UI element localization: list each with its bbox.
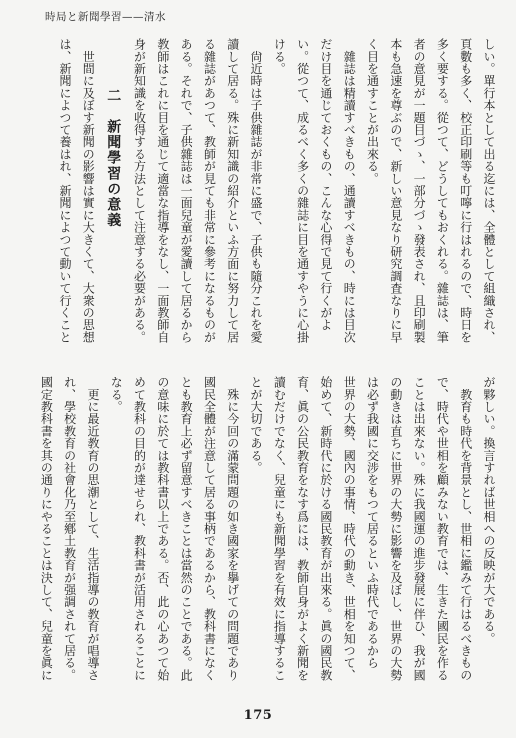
text-column: が夥しい。換言すれば世相への反映が大である。	[482, 376, 496, 645]
running-head: 時局と新聞學習——清水	[45, 11, 166, 23]
text-column: ある。それで、子供雜誌は一面兒童が愛讀して居るから	[179, 38, 194, 343]
text-column: 殊に今回の滿蒙問題の如き國家を擧げての問題であり	[225, 376, 240, 681]
text-column: 身が新知識を收得する方法として注意する必要がある。	[132, 38, 147, 343]
text-column: 教育も時代を背景とし、世相に鑑みて行はるべきもの	[458, 376, 473, 681]
text-column: い。從つて、成るべく多くの雜誌に目を通すやうに心掛	[295, 38, 310, 343]
text-column: しい。單行本として出る迄には、全體として組織され、	[482, 38, 496, 343]
text-column: 雜誌は精讀すべきもの、通讀すべきもの、時には目次	[342, 38, 357, 343]
lower-text-block	[34, 376, 500, 682]
text-column: 教師はこれに目を通じて適當な指導をなし、一面教師自	[155, 38, 170, 343]
section-heading: 二 新聞學習の意義	[105, 88, 122, 229]
text-column: なる。	[109, 376, 124, 413]
text-column: く目を通すことが出來る。	[365, 38, 380, 185]
text-column: とも教育上必ず留意すべきことは當然のことである。此	[179, 376, 194, 681]
upper-lines-before-heading	[127, 38, 500, 344]
text-column: る雜誌があつて、教師が見ても非常に參考になるものが	[202, 38, 217, 343]
text-column: めて教科の目的が達せられ、教科書が活用されることに	[132, 376, 147, 681]
text-column: 更に最近教育の思潮として、生活指導の教育が唱導さ	[85, 376, 100, 681]
text-column: ける。	[272, 38, 287, 75]
text-column: 者の意見が一題目づゝ、一部分づゝ發表され、且印刷製	[412, 38, 427, 343]
text-column: 世間に及ぼす新聞の影響は實に大きくて、大衆の思想	[81, 38, 96, 343]
page-number: 175	[243, 708, 273, 723]
text-column: 讀して居る。殊に新知識の紹介といふ方面に努力して居	[225, 38, 240, 343]
text-column: 頁數も多く、校正印刷等も叮嚀に行はれるので、時日を	[458, 38, 473, 343]
text-column: ことは出來ない。殊に我國運の進步發展に伴ひ、我が國	[412, 376, 427, 681]
text-column: とが大切である。	[249, 376, 264, 474]
text-column: 育、眞の公民教育をなす爲には、教師自身がよく新聞を	[295, 376, 310, 681]
text-column: は必ず我國に交涉をもつて居るといふ時代であるから	[365, 376, 380, 669]
upper-text-block	[52, 38, 500, 344]
text-column: 國定教科書を其の通りにやることは決して、兒童を眞に	[39, 376, 54, 681]
text-column: 世界の大勢、國內の事情、時代の動き、世相を知つて、	[342, 376, 357, 681]
text-column: だけ目を通じておくもの、こんな心得で見て行くがよ	[318, 38, 333, 331]
upper-lines-after-heading	[53, 38, 100, 344]
text-column: は、新聞によつて養はれ、新聞によつて動いて行くこと	[57, 38, 72, 343]
text-column: の動きは直ちに世界の大勢に影響を及ぼし、世界の大勢	[388, 376, 403, 681]
text-column: 尙近時は子供雜誌が非常に盛で、子供も隨分これを愛	[249, 38, 264, 343]
text-column: 讀むだけでなく、兒童にも新聞學習を有效に指導するこ	[272, 376, 287, 681]
text-column: れ、學校教育の社會化乃至鄕土教育が强調されて居る。	[62, 376, 77, 681]
text-column: 國民全體が注意して居る事柄であるから、教科書になく	[202, 376, 217, 681]
text-column: で、時代や世相を顧みない教育では、生きた國民を作る	[435, 376, 450, 681]
text-column: 多く要する。從つて、どうしてもおくれる。雜誌は、筆	[435, 38, 450, 343]
text-column: 始めて、新時代に於ける國民教育が出來る。眞の國民教	[318, 376, 333, 681]
text-column: の意味に於ては教科書以上である。否、此の心あつて始	[155, 376, 170, 681]
lower-lines	[34, 376, 500, 682]
text-column: 本も急速を尊ぶので、新しい意見なり研究調査なりに早	[388, 38, 403, 343]
